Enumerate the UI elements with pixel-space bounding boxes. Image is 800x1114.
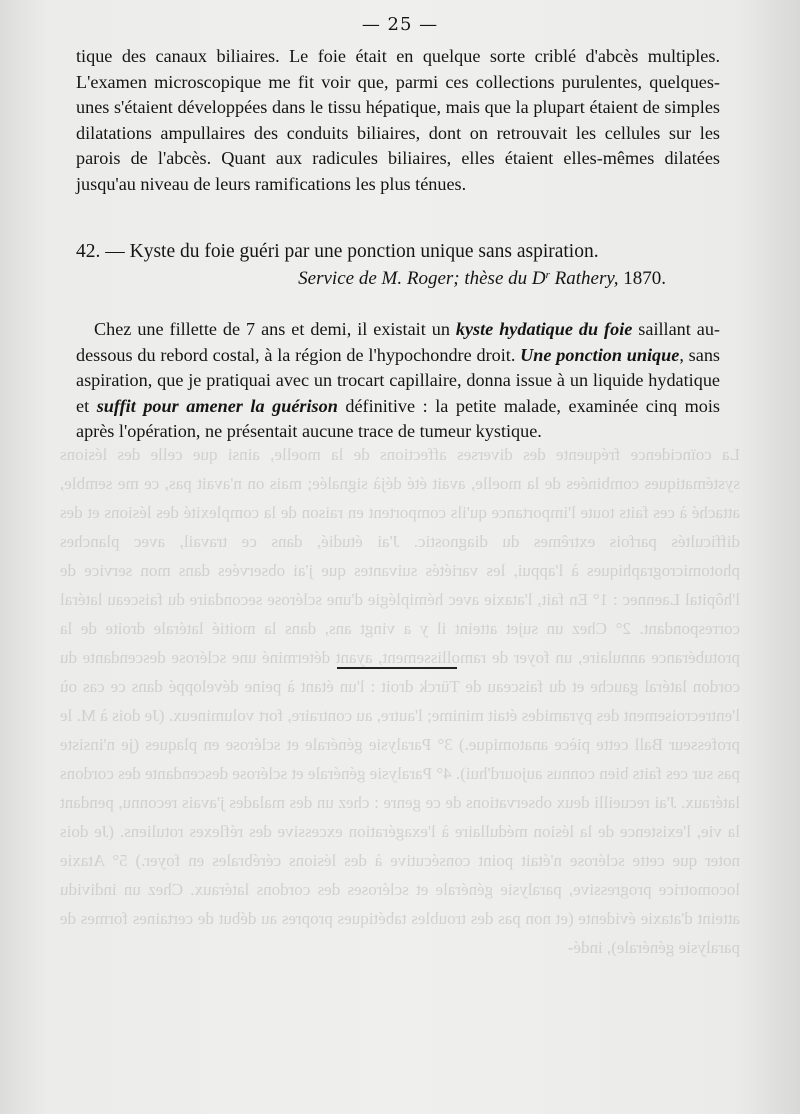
- paragraph-2: [76, 317, 720, 445]
- p2-italic-3: suffit pour amener la guérison: [96, 395, 338, 416]
- p2-text-4: définitive : la petite malade, examinée cinq mois après l'opération, ne présentait aucune trace de tumeur kystique.: [76, 395, 720, 442]
- bleed-through-text: La coïncidence fréquente des diverses affections de la moelle, ainsi que celle des lésions systématiques combinées de la moelle, avait été déjà signalée; mais on n'avait pas, ce me semble, attaché à ces faits toute l'importance qu'ils comportent en raison de la complexité des lésions et des difficultés parfois extrêmes du diagnostic. J'ai étudié, dans ce travail, avec planches photomicrographiques à l'appui, les variétés suivantes que j'ai observées dans mon service de l'hôpital Laennec : 1° En fait, l'ataxie avec hémiplégie d'une sclérose secondaire du faisceau latéral correspondant. 2° Chez un sujet atteint il y a vingt ans, dans la moitié latérale droite de la protubérance annulaire, un foyer de ramollissement, ayant déterminé une sclérose descendante du cordon latéral gauche et du faisceau de Türck droit : l'un étant à peine développé dans ce cas où l'entrecroisement des pyramides était minime; l'autre, au contraire, fort volumineux. (Je dois à M. le professeur Ball cette pièce anatomique.) 3° Paralysie générale et sclérose en plaques (je n'insiste pas sur ces faits bien connus aujourd'hui). 4° Paralysie générale et sclérose descendante des cordons latéraux. J'ai recueilli deux observations de ce genre : chez un des malades j'avais reconnu, pendant la vie, l'existence de la lésion médullaire à l'exagération excessive des réflexes rotuliens. (Je dois noter que cette sclérose n'était point consécutive à des lésions cérébrales en foyer.) 5° Ataxie locomotrice progressive, paralysie générale et scléroses des cordons latéraux. Chez un individu atteint d'ataxie évidente (et non pas des troubles tabétiques propres au début de certaines formes de paralysie générale), indé-: [60, 445, 740, 957]
- section-divider-rule: [337, 667, 457, 669]
- case-source-sup: r: [545, 269, 550, 281]
- p2-text-1: Chez une fillette de 7 ans et demi, il existait un: [94, 319, 456, 339]
- paragraph-1: tique des canaux biliaires. Le foie était en quelque sorte criblé d'abcès multiples. L'examen microscopique me fit voir que, parmi ces collections purulentes, quelques-unes s'étaient développées dans le tissu hépatique, mais que la plupart étaient de simples dilatations ampullaires des conduits biliaires, dont on retrouvait les cellules sur les parois de l'abcès. Quant aux radicules biliaires, elles étaient elles-mêmes dilatées jusqu'au niveau de leurs ramifications les plus ténues.: [76, 46, 720, 194]
- case-source-service: Service de M. Roger; thèse du D: [298, 268, 546, 289]
- page-number: — 25 —: [361, 14, 439, 35]
- p2-italic-2: Une ponction unique: [520, 344, 680, 365]
- p2-italic-1: kyste hydatique du foie: [455, 319, 633, 339]
- case-heading: 42. — Kyste du foie guéri par une ponction unique sans aspiration.: [76, 241, 599, 262]
- case-source: [226, 268, 666, 290]
- case-source-author: Rathery,: [549, 268, 624, 289]
- case-source-year: 1870.: [623, 268, 666, 289]
- p2-text-3: , sans aspiration, que je pratiquai avec un trocart capillaire, donna issue à un liquide hydatique et: [76, 344, 721, 416]
- p2-text-2: saillant au-dessous du rebord costal, à la région de l'hypochondre droit.: [76, 319, 720, 365]
